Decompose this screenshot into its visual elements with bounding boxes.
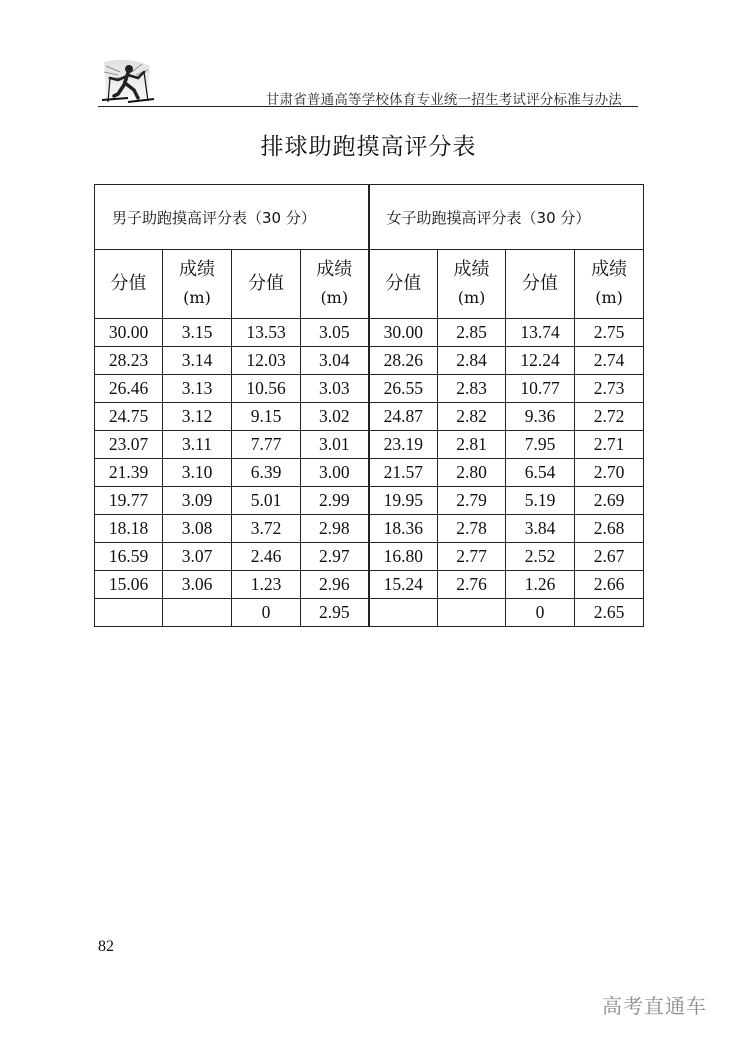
column-header-result-label: 成绩	[591, 259, 628, 280]
table-cell: 2.80	[438, 459, 506, 487]
table-cell: 2.98	[301, 515, 369, 543]
table-row	[95, 319, 644, 347]
column-header-result	[163, 250, 232, 319]
table-cell: 3.04	[301, 347, 369, 375]
table-cell: 16.59	[95, 543, 163, 571]
table-row	[95, 543, 644, 571]
table-row	[95, 487, 644, 515]
table-cell: 2.97	[301, 543, 369, 571]
table-cell: 3.05	[301, 319, 369, 347]
table-cell: 2.95	[301, 599, 369, 627]
table-cell: 2.46	[232, 543, 301, 571]
column-header-unit: (m)	[183, 288, 211, 307]
table-cell: 2.69	[575, 487, 644, 515]
table-cell: 1.23	[232, 571, 301, 599]
table-cell: 23.07	[95, 431, 163, 459]
table-cell: 2.77	[438, 543, 506, 571]
table-cell: 6.54	[506, 459, 575, 487]
column-header-score-label: 分值	[248, 273, 284, 294]
table-cell: 21.57	[369, 459, 438, 487]
column-header-result	[438, 250, 506, 319]
table-row	[95, 571, 644, 599]
table-cell: 3.07	[163, 543, 232, 571]
table-cell: 30.00	[95, 319, 163, 347]
column-header-score	[369, 250, 438, 319]
table-cell: 5.19	[506, 487, 575, 515]
table-cell: 2.52	[506, 543, 575, 571]
table-cell: 2.72	[575, 403, 644, 431]
table-cell: 3.02	[301, 403, 369, 431]
table-cell: 3.15	[163, 319, 232, 347]
table-cell: 12.03	[232, 347, 301, 375]
page-title: 排球助跑摸高评分表	[260, 134, 477, 160]
table-cell: 16.80	[369, 543, 438, 571]
table-cell: 19.95	[369, 487, 438, 515]
column-header-score-label: 分值	[522, 273, 559, 294]
table-cell: 2.73	[575, 375, 644, 403]
table-row	[95, 515, 644, 543]
table-cell: 3.06	[163, 571, 232, 599]
table-row	[95, 459, 644, 487]
table-cell: 12.24	[506, 347, 575, 375]
table-cell: 2.79	[438, 487, 506, 515]
table-row	[95, 375, 644, 403]
table-cell: 3.01	[301, 431, 369, 459]
table-row	[95, 347, 644, 375]
page-number: 82	[98, 938, 114, 955]
table-cell: 2.68	[575, 515, 644, 543]
column-header-result	[575, 250, 644, 319]
table-cell: 3.12	[163, 403, 232, 431]
table-cell: 19.77	[95, 487, 163, 515]
table-cell	[369, 599, 438, 627]
table-cell: 2.65	[575, 599, 644, 627]
column-header-score	[232, 250, 301, 319]
table-cell: 10.77	[506, 375, 575, 403]
table-cell: 2.82	[438, 403, 506, 431]
table-cell: 3.72	[232, 515, 301, 543]
column-header-result	[301, 250, 369, 319]
table-cell: 2.84	[438, 347, 506, 375]
table-cell: 18.36	[369, 515, 438, 543]
table-cell: 7.95	[506, 431, 575, 459]
column-header-result-label: 成绩	[316, 259, 353, 280]
table-cell: 2.85	[438, 319, 506, 347]
table-cell: 30.00	[369, 319, 438, 347]
table-cell: 3.84	[506, 515, 575, 543]
column-header-score-label: 分值	[110, 273, 147, 294]
table-cell: 2.83	[438, 375, 506, 403]
table-cell: 6.39	[232, 459, 301, 487]
table-cell: 2.71	[575, 431, 644, 459]
table-cell: 3.03	[301, 375, 369, 403]
table-cell: 2.78	[438, 515, 506, 543]
page-header	[98, 58, 638, 108]
table-row	[95, 599, 644, 627]
column-header-score	[95, 250, 163, 319]
table-cell: 3.13	[163, 375, 232, 403]
table-cell: 2.96	[301, 571, 369, 599]
table-cell: 3.14	[163, 347, 232, 375]
table-cell: 15.06	[95, 571, 163, 599]
table-cell: 24.75	[95, 403, 163, 431]
table-cell: 2.81	[438, 431, 506, 459]
column-header-result-label: 成绩	[179, 259, 215, 280]
female-group-header: 女子助跑摸高评分表（30 分）	[369, 185, 644, 250]
cross-country-skier-icon	[98, 58, 158, 106]
table-cell: 1.26	[506, 571, 575, 599]
table-cell: 10.56	[232, 375, 301, 403]
table-cell: 0	[506, 599, 575, 627]
table-cell: 2.74	[575, 347, 644, 375]
table-cell: 23.19	[369, 431, 438, 459]
table-cell: 21.39	[95, 459, 163, 487]
table-cell: 2.99	[301, 487, 369, 515]
table-cell: 9.36	[506, 403, 575, 431]
table-cell: 3.09	[163, 487, 232, 515]
column-header-result-label: 成绩	[453, 259, 490, 280]
table-cell: 3.10	[163, 459, 232, 487]
table-cell: 18.18	[95, 515, 163, 543]
table-cell: 3.11	[163, 431, 232, 459]
watermark: 高考直通车	[602, 994, 707, 1018]
table-cell: 9.15	[232, 403, 301, 431]
table-cell: 2.70	[575, 459, 644, 487]
score-table	[94, 184, 644, 627]
table-cell: 13.53	[232, 319, 301, 347]
male-group-header: 男子助跑摸高评分表（30 分）	[95, 185, 369, 250]
table-row	[95, 403, 644, 431]
table-cell: 2.67	[575, 543, 644, 571]
group-header-row	[95, 185, 644, 250]
table-cell: 2.76	[438, 571, 506, 599]
column-header-unit: (m)	[320, 288, 349, 307]
table-cell: 2.66	[575, 571, 644, 599]
table-cell: 24.87	[369, 403, 438, 431]
column-header-score	[506, 250, 575, 319]
table-cell: 3.00	[301, 459, 369, 487]
table-cell	[438, 599, 506, 627]
table-cell: 0	[232, 599, 301, 627]
table-cell: 28.26	[369, 347, 438, 375]
header-rule	[98, 106, 638, 107]
column-header-row	[95, 250, 644, 319]
column-header-unit: (m)	[457, 288, 486, 307]
table-cell: 13.74	[506, 319, 575, 347]
table-cell: 15.24	[369, 571, 438, 599]
column-header-unit: (m)	[595, 288, 623, 307]
table-cell	[95, 599, 163, 627]
column-header-score-label: 分值	[385, 273, 422, 294]
table-cell	[163, 599, 232, 627]
table-cell: 5.01	[232, 487, 301, 515]
table-cell: 26.46	[95, 375, 163, 403]
table-row	[95, 431, 644, 459]
header-title: 甘肃省普通高等学校体育专业统一招生考试评分标准与办法	[265, 92, 622, 108]
table-cell: 28.23	[95, 347, 163, 375]
table-cell: 26.55	[369, 375, 438, 403]
table-cell: 7.77	[232, 431, 301, 459]
table-cell: 2.75	[575, 319, 644, 347]
table-cell: 3.08	[163, 515, 232, 543]
